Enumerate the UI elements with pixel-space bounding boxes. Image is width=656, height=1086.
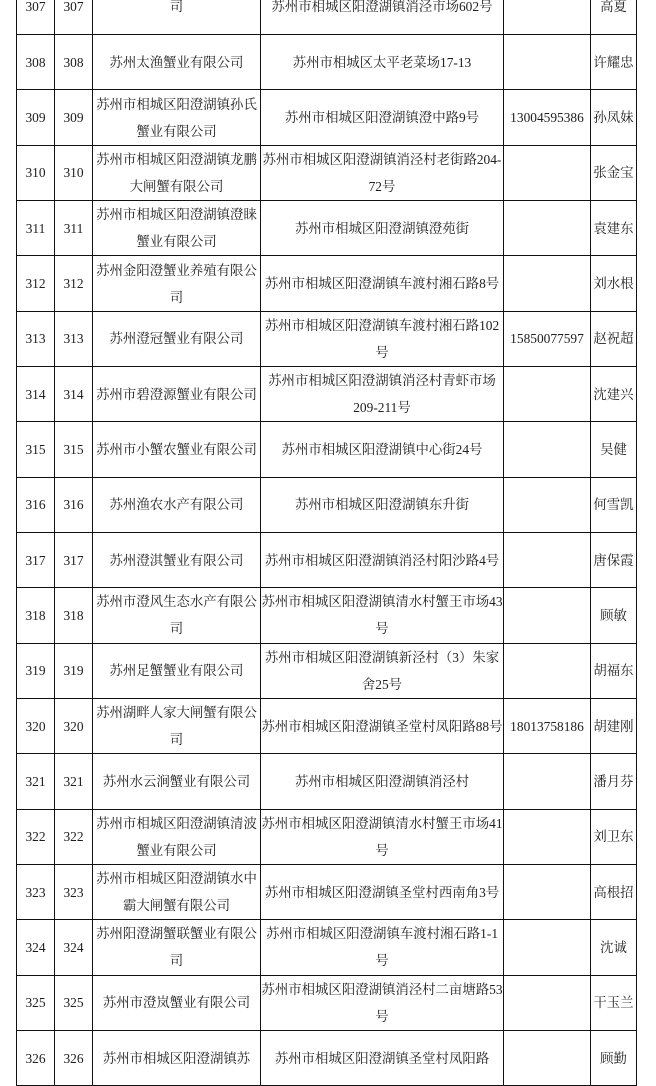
company-name-cell: 苏州金阳澄蟹业养殖有限公司	[93, 256, 261, 311]
address-cell: 苏州市相城区阳澄湖镇东升街	[261, 477, 504, 532]
table-row	[17, 809, 637, 864]
seq-cell: 315	[17, 422, 55, 477]
phone-cell: 13004595386	[504, 90, 591, 145]
company-name-cell: 苏州澄淇蟹业有限公司	[93, 532, 261, 587]
contact-name-cell: 唐保霞	[591, 532, 637, 587]
contact-name-cell: 张金宝	[591, 145, 637, 200]
seq-cell: 317	[17, 532, 55, 587]
address-cell: 苏州市相城区阳澄湖镇澄苑街	[261, 201, 504, 256]
address-cell: 苏州市相城区阳澄湖镇澄中路9号	[261, 90, 504, 145]
contact-name-cell: 沈诚	[591, 920, 637, 975]
table-row	[17, 1030, 637, 1085]
seq-cell: 314	[17, 367, 55, 422]
table-row	[17, 532, 637, 587]
address-cell: 苏州市相城区阳澄湖镇车渡村湘石路8号	[261, 256, 504, 311]
company-name-cell: 苏州足蟹蟹业有限公司	[93, 643, 261, 698]
phone-cell	[504, 145, 591, 200]
phone-cell	[504, 367, 591, 422]
phone-cell	[504, 532, 591, 587]
address-cell: 苏州市相城区阳澄湖镇车渡村湘石路102号	[261, 311, 504, 366]
seq-cell: 324	[17, 920, 55, 975]
address-cell: 苏州市相城区阳澄湖镇新泾村（3）朱家舍25号	[261, 643, 504, 698]
table-row	[17, 90, 637, 145]
table-row	[17, 201, 637, 256]
company-name-cell: 苏州市澄风生态水产有限公司	[93, 588, 261, 643]
number-cell: 326	[55, 1030, 93, 1085]
address-cell: 苏州市相城区阳澄湖镇清水村蟹王市场41号	[261, 809, 504, 864]
address-cell: 苏州市相城区太平老菜场17-13	[261, 35, 504, 90]
seq-cell: 316	[17, 477, 55, 532]
seq-cell: 325	[17, 975, 55, 1030]
phone-cell	[504, 477, 591, 532]
number-cell: 319	[55, 643, 93, 698]
number-cell: 309	[55, 90, 93, 145]
phone-cell	[504, 643, 591, 698]
phone-cell	[504, 422, 591, 477]
seq-cell: 322	[17, 809, 55, 864]
contact-name-cell: 何雪凯	[591, 477, 637, 532]
address-cell: 苏州市相城区阳澄湖镇圣堂村凤阳路	[261, 1030, 504, 1085]
company-name-cell: 苏州市相城区阳澄湖镇龙鹏大闸蟹有限公司	[93, 145, 261, 200]
table-row	[17, 422, 637, 477]
address-cell: 苏州市相城区阳澄湖镇圣堂村凤阳路88号	[261, 698, 504, 753]
table-row	[17, 256, 637, 311]
table-row	[17, 0, 637, 35]
contact-name-cell: 胡建刚	[591, 698, 637, 753]
number-cell: 321	[55, 754, 93, 809]
phone-cell	[504, 975, 591, 1030]
seq-cell: 320	[17, 698, 55, 753]
company-name-cell: 苏州市相城区阳澄湖镇苏	[93, 1030, 261, 1085]
table-row	[17, 145, 637, 200]
company-name-cell: 苏州阳澄湖蟹联蟹业有限公司	[93, 920, 261, 975]
table-row	[17, 975, 637, 1030]
company-name-cell: 苏州澄冠蟹业有限公司	[93, 311, 261, 366]
seq-cell: 319	[17, 643, 55, 698]
address-cell: 苏州市相城区阳澄湖镇消泾村青虾市场209-211号	[261, 367, 504, 422]
seq-cell: 311	[17, 201, 55, 256]
address-cell: 苏州市相城区阳澄湖镇消泾村老街路204-72号	[261, 145, 504, 200]
phone-cell	[504, 809, 591, 864]
table-row	[17, 754, 637, 809]
seq-cell: 313	[17, 311, 55, 366]
phone-cell	[504, 0, 591, 35]
table-row	[17, 643, 637, 698]
number-cell: 314	[55, 367, 93, 422]
table-row	[17, 920, 637, 975]
company-name-cell: 苏州市碧澄源蟹业有限公司	[93, 367, 261, 422]
seq-cell: 318	[17, 588, 55, 643]
contact-name-cell: 刘水根	[591, 256, 637, 311]
table-row	[17, 477, 637, 532]
contact-name-cell: 赵祝超	[591, 311, 637, 366]
number-cell: 307	[55, 0, 93, 35]
seq-cell: 308	[17, 35, 55, 90]
contact-name-cell: 袁建东	[591, 201, 637, 256]
contact-name-cell: 许耀忠	[591, 35, 637, 90]
seq-cell: 323	[17, 864, 55, 919]
contact-name-cell: 吴健	[591, 422, 637, 477]
contact-name-cell: 刘卫东	[591, 809, 637, 864]
address-cell: 苏州市相城区阳澄湖镇清水村蟹王市场43号	[261, 588, 504, 643]
number-cell: 322	[55, 809, 93, 864]
company-name-cell: 苏州市澄岚蟹业有限公司	[93, 975, 261, 1030]
table-row	[17, 35, 637, 90]
company-name-cell: 苏州市相城区阳澄湖镇清波蟹业有限公司	[93, 809, 261, 864]
seq-cell: 321	[17, 754, 55, 809]
number-cell: 323	[55, 864, 93, 919]
company-name-cell: 苏州市相城区阳澄湖镇水中霸大闸蟹有限公司	[93, 864, 261, 919]
phone-cell	[504, 35, 591, 90]
number-cell: 313	[55, 311, 93, 366]
number-cell: 318	[55, 588, 93, 643]
contact-name-cell: 高夏	[591, 0, 637, 35]
company-name-cell: 苏州渔农水产有限公司	[93, 477, 261, 532]
phone-cell: 15850077597	[504, 311, 591, 366]
address-cell: 苏州市相城区阳澄湖镇消泾村阳沙路4号	[261, 532, 504, 587]
table-row	[17, 367, 637, 422]
number-cell: 312	[55, 256, 93, 311]
contact-name-cell: 沈建兴	[591, 367, 637, 422]
number-cell: 320	[55, 698, 93, 753]
address-cell: 苏州市相城区阳澄湖镇圣堂村西南角3号	[261, 864, 504, 919]
seq-cell: 310	[17, 145, 55, 200]
number-cell: 310	[55, 145, 93, 200]
contact-name-cell: 顾勤	[591, 1030, 637, 1085]
contact-name-cell: 干玉兰	[591, 975, 637, 1030]
seq-cell: 326	[17, 1030, 55, 1085]
phone-cell	[504, 1030, 591, 1085]
address-cell: 苏州市相城区阳澄湖镇消泾村二亩塘路53号	[261, 975, 504, 1030]
number-cell: 324	[55, 920, 93, 975]
company-name-cell: 苏州市相城区阳澄湖镇孙氏蟹业有限公司	[93, 90, 261, 145]
address-cell: 苏州市相城区阳澄湖镇车渡村湘石路1-1号	[261, 920, 504, 975]
table-row	[17, 698, 637, 753]
seq-cell: 309	[17, 90, 55, 145]
number-cell: 325	[55, 975, 93, 1030]
company-name-cell: 苏州湖畔人家大闸蟹有限公司	[93, 698, 261, 753]
address-cell: 苏州市相城区阳澄湖镇消泾市场602号	[261, 0, 504, 35]
table-row	[17, 311, 637, 366]
seq-cell: 307	[17, 0, 55, 35]
company-name-cell: 苏州市相城区阳澄湖镇澄睐蟹业有限公司	[93, 201, 261, 256]
phone-cell	[504, 864, 591, 919]
company-name-cell: 苏州太渔蟹业有限公司	[93, 35, 261, 90]
company-name-cell: 苏州水云涧蟹业有限公司	[93, 754, 261, 809]
contact-name-cell: 顾敏	[591, 588, 637, 643]
table-row	[17, 864, 637, 919]
seq-cell: 312	[17, 256, 55, 311]
contact-name-cell: 胡福东	[591, 643, 637, 698]
address-cell: 苏州市相城区阳澄湖镇中心街24号	[261, 422, 504, 477]
company-name-cell: 司	[93, 0, 261, 35]
number-cell: 317	[55, 532, 93, 587]
contact-name-cell: 孙凤妹	[591, 90, 637, 145]
number-cell: 311	[55, 201, 93, 256]
number-cell: 308	[55, 35, 93, 90]
phone-cell	[504, 201, 591, 256]
company-directory-table	[16, 0, 637, 1086]
phone-cell: 18013758186	[504, 698, 591, 753]
number-cell: 315	[55, 422, 93, 477]
contact-name-cell: 潘月芬	[591, 754, 637, 809]
number-cell: 316	[55, 477, 93, 532]
phone-cell	[504, 920, 591, 975]
phone-cell	[504, 256, 591, 311]
table-row	[17, 588, 637, 643]
address-cell: 苏州市相城区阳澄湖镇消泾村	[261, 754, 504, 809]
contact-name-cell: 高根招	[591, 864, 637, 919]
phone-cell	[504, 754, 591, 809]
phone-cell	[504, 588, 591, 643]
company-name-cell: 苏州市小蟹农蟹业有限公司	[93, 422, 261, 477]
